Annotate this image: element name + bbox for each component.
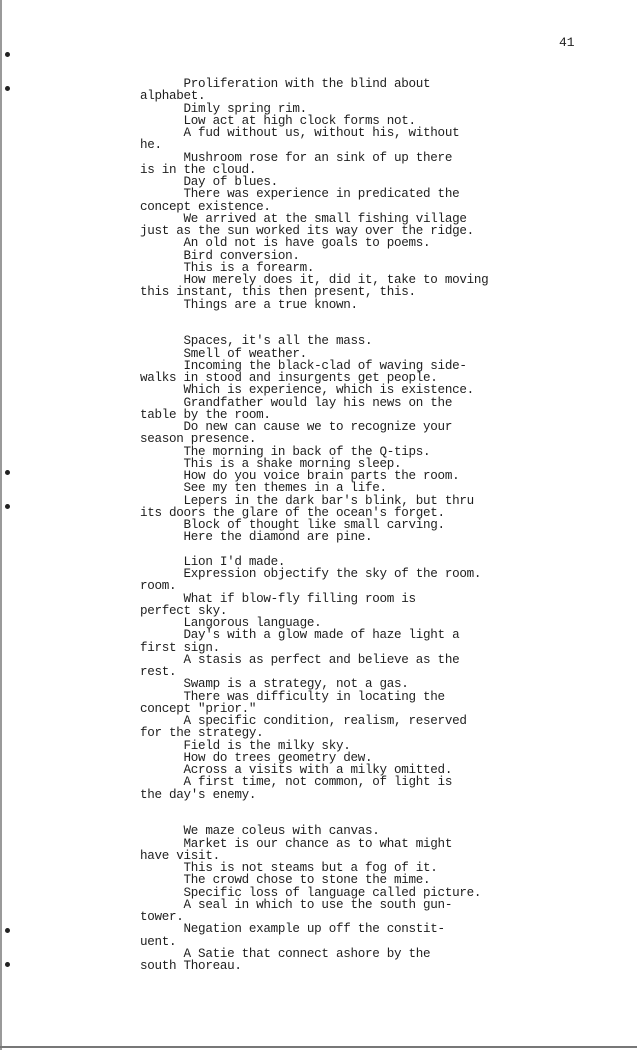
poem-line: Block of thought like small carving. — [140, 518, 445, 532]
poem-line: We arrived at the small fishing village — [140, 211, 467, 226]
poem-line: Field is the milky sky. — [140, 738, 351, 753]
margin-dot — [5, 52, 10, 57]
poem-line: Day of blues. — [140, 175, 278, 189]
poem-line: This is a shake morning sleep. — [140, 456, 402, 471]
poem-line: We maze coleus with canvas. — [140, 824, 380, 839]
poem-line: How do you voice brain parts the room. — [140, 469, 460, 483]
poem-line: Lepers in the dark bar's blink, but thru — [140, 493, 474, 508]
poem-line: What if blow-fly filling room is — [140, 591, 416, 606]
poem-line: Low act at high clock forms not. — [140, 113, 416, 128]
poem-line: rest. — [140, 665, 177, 679]
poem-line: Dimly spring rim. — [140, 101, 307, 116]
margin-dot — [5, 928, 10, 933]
poem-line: south Thoreau. — [140, 959, 242, 973]
poem-line: The morning in back of the Q-tips. — [140, 444, 431, 459]
page-left-edge — [0, 0, 2, 1050]
stanza-gap — [140, 311, 560, 336]
margin-dot — [5, 504, 10, 509]
stanza-gap — [140, 544, 560, 556]
poem-line: Spaces, it's all the mass. — [140, 334, 373, 349]
poem-line: Lion I'd made. — [140, 554, 286, 569]
stanza-gap — [140, 801, 560, 826]
poem-line: There was experience in predicated the — [140, 187, 460, 202]
poem-line: season presence. — [140, 432, 257, 447]
poem-line: The crowd chose to stone the mime. — [140, 873, 431, 888]
poem-line: Here the diamond are pine. — [140, 530, 373, 545]
poem-line: Across a visits with a milky omitted. — [140, 763, 453, 777]
poem-line: the day's enemy. — [140, 787, 257, 802]
poem-line: walks in stood and insurgents get people. — [140, 371, 438, 385]
poem-line: alphabet. — [140, 89, 206, 104]
page-bottom-edge — [0, 1046, 637, 1048]
poem-line: Things are a true known. — [140, 297, 358, 312]
poem-line: This is not steams but a fog of it. — [140, 861, 438, 875]
poem-line: See my ten themes in a life. — [140, 481, 387, 496]
poem-line: he. — [140, 138, 162, 153]
stanza-2 — [140, 335, 560, 543]
poem-line: Langorous language. — [140, 616, 322, 630]
poem-line: A fud without us, without his, without — [140, 126, 460, 140]
poem-line: Day's with a glow made of haze light a — [140, 628, 460, 643]
poem-line: concept existence. — [140, 199, 271, 214]
poem-line: A first time, not common, of light is — [140, 775, 453, 790]
poem-line: concept "prior." — [140, 701, 257, 716]
poem-line: Mushroom rose for an sink of up there — [140, 150, 453, 165]
poem-line: A specific condition, realism, reserved — [140, 714, 467, 728]
poem-line: Smell of weather. — [140, 346, 307, 361]
poem-line: room. — [140, 579, 177, 594]
poem-line: just as the sun worked its way over the ridge. — [140, 224, 474, 238]
poem-line: Specific loss of language called picture. — [140, 885, 482, 900]
poem-line: is in the cloud. — [140, 162, 257, 177]
margin-dot — [5, 86, 10, 91]
poem-line: have visit. — [140, 848, 220, 863]
poem-line: Bird conversion. — [140, 248, 300, 263]
stanza-3 — [140, 556, 560, 801]
poem-line: perfect sky. — [140, 603, 228, 618]
poem-line: How merely does it, did it, take to moving — [140, 273, 489, 287]
poem-line: this instant, this then present, this. — [140, 285, 416, 300]
poem-line: A seal in which to use the south gun- — [140, 897, 453, 912]
poem-body — [140, 78, 560, 972]
margin-dot — [5, 470, 10, 475]
poem-line: A stasis as perfect and believe as the — [140, 652, 460, 667]
poem-line: tower. — [140, 910, 184, 924]
poem-line: Grandfather would lay his news on the — [140, 395, 453, 410]
poem-line: table by the room. — [140, 407, 271, 422]
poem-line: Market is our chance as to what might — [140, 836, 453, 851]
poem-line: uent. — [140, 934, 177, 949]
poem-line: Expression objectify the sky of the room. — [140, 567, 482, 581]
poem-line: for the strategy. — [140, 726, 264, 741]
poem-line: Which is experience, which is existence. — [140, 383, 474, 398]
poem-line: Swamp is a strategy, not a gas. — [140, 677, 409, 692]
poem-line: Proliferation with the blind about — [140, 77, 431, 91]
poem-line: An old not is have goals to poems. — [140, 236, 431, 251]
poem-line: Negation example up off the constit- — [140, 922, 445, 937]
margin-dot — [5, 962, 10, 967]
poem-line: first sign. — [140, 640, 220, 655]
stanza-1 — [140, 78, 560, 311]
poem-line: A Satie that connect ashore by the — [140, 946, 431, 961]
poem-line: Do new can cause we to recognize your — [140, 420, 453, 434]
poem-line: its doors the glare of the ocean's forget. — [140, 505, 445, 520]
poem-line: This is a forearm. — [140, 260, 315, 275]
page-number: 41 — [559, 35, 575, 50]
poem-line: There was difficulty in locating the — [140, 689, 445, 704]
stanza-4 — [140, 825, 560, 972]
poem-line: Incoming the black-clad of waving side- — [140, 358, 467, 373]
poem-line: How do trees geometry dew. — [140, 750, 373, 765]
